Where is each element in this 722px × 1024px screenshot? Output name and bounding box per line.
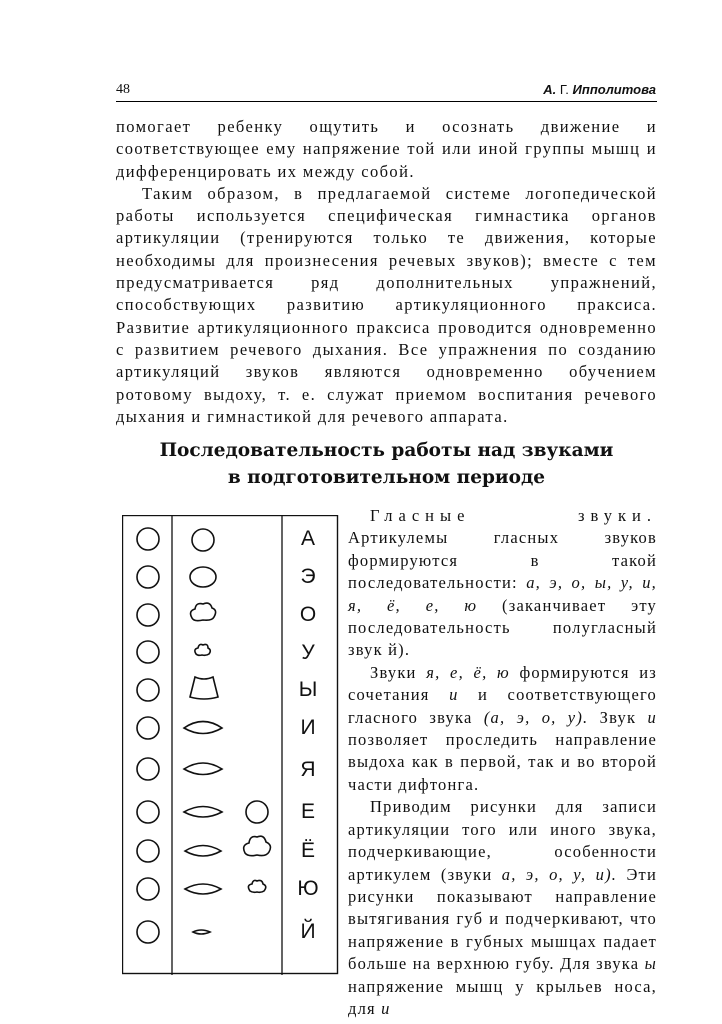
vowels-text: Звук — [588, 707, 648, 727]
open-mouth-circle-5 — [137, 679, 159, 701]
open-mouth-circle-7 — [137, 758, 159, 780]
lip-shape-yo — [185, 846, 221, 857]
vowel-letter-5: Ы — [298, 678, 318, 701]
second-part-shape-yu — [248, 880, 265, 892]
vowel-letter-9: Ё — [300, 839, 316, 862]
vowels-text: и соответствующего гласного звука — [348, 685, 657, 727]
lip-shape-e — [190, 567, 216, 587]
open-mouth-circle-6 — [137, 717, 159, 739]
vowels-italic: ы — [644, 954, 657, 974]
vowels-italic: (а, э, о, у). — [483, 707, 589, 727]
vowels-paragraph-2 — [348, 662, 657, 796]
vowels-italic: я, е, ё, ю — [426, 662, 510, 682]
intro-paragraph-2: Таким образом, в предлагаемой системе логопедической работы используется специфическая гимнастика органов артикуляции (тренируются только те движения, которые необходимы для произнесения речевых звуков); вместе с тем предусматривается ряд дополнительных упражнений, способствующих развитию артикуляционного праксиса. Развитие артикуляционного праксиса проводится одновременно с развитием речевого дыхания. Все упражнения по созданию артикуляций звуков являются одновременно обучением ротовому выдоху, т. е. служат приемом воспитания речевого дыхания и гимнастикой для речевого аппарата. — [116, 183, 657, 426]
lip-shape-u — [195, 644, 210, 655]
page-number: 48 — [116, 82, 130, 97]
vowel-letter-3: О — [299, 603, 317, 626]
running-header-author — [543, 82, 656, 97]
vowels-text: Эти рисунки показывают направление вытягивания губ и подчеркивают, что напряжение в губных мышцах падает больше на верхнюю губу. Для звука — [348, 864, 657, 974]
lip-shape-ye — [184, 807, 222, 818]
open-mouth-circle-9 — [137, 840, 159, 862]
articulation-figure — [122, 515, 339, 975]
header-rule — [116, 101, 657, 102]
vowel-letter-6: И — [300, 716, 316, 739]
vowels-italic: и — [381, 998, 391, 1018]
lip-shape-i — [184, 722, 222, 734]
vowel-letter-7: Я — [300, 758, 316, 781]
vowels-text: Звуки — [370, 662, 427, 682]
author-second-initial: Г. — [559, 82, 569, 97]
intro-paragraph-1: помогает ребенку ощутить и осознать движение и соответствующее ему напряжение той или иной группы мышц и дифференцировать их между собой. — [116, 117, 657, 181]
section-heading — [116, 437, 657, 491]
lip-shape-y-short — [193, 930, 210, 934]
vowel-letter-8: Е — [300, 800, 315, 823]
second-part-shape-yo — [244, 836, 271, 855]
vowels-italic: и — [449, 685, 459, 705]
section-heading-line-1: Последовательность работы над звуками — [159, 440, 614, 461]
vowels-text: Артикулемы гласных звуков формируются в такой последовательности: — [348, 528, 657, 593]
section-heading-line-2: в подготовительном периоде — [227, 467, 546, 488]
lip-shape-o — [191, 603, 216, 621]
vowels-text: напряжение мышц у крыльев носа, для — [348, 976, 657, 1018]
vowel-letter-2: Э — [300, 565, 316, 588]
open-mouth-circle-1 — [137, 528, 159, 550]
vowels-text: Приводим рисунки для записи артикуляции того или иного звука, подчеркивающие, особенности артикулем (звуки — [348, 797, 657, 884]
lip-shape-ya — [184, 763, 222, 775]
lip-shape-yu — [185, 884, 221, 894]
vowels-text: позволяет проследить направление выдоха как в первой, так и во второй части дифтонга. — [348, 730, 657, 794]
vowels-italic: а, э, о, у, и). — [501, 864, 618, 884]
vowels-text: формируются из сочетания — [348, 662, 658, 705]
vowels-italic: и — [647, 707, 657, 727]
open-mouth-circle-11 — [137, 921, 159, 943]
vowels-sequence: а, э, о, ы, у, и, я, ё, е, ю — [348, 573, 657, 615]
vowels-text: (заканчивает эту последовательность полугласный звук й). — [348, 595, 657, 660]
open-mouth-circle-2 — [137, 566, 159, 588]
lip-shape-a — [192, 529, 214, 551]
lip-shape-y — [190, 677, 218, 699]
author-initial: А. — [543, 82, 557, 97]
vowel-letter-11: Й — [300, 920, 316, 943]
open-mouth-circle-8 — [137, 801, 159, 823]
vowel-letter-10: Ю — [297, 877, 319, 900]
open-mouth-circle-3 — [137, 604, 159, 626]
open-mouth-circle-4 — [137, 641, 159, 663]
vowels-paragraph-1 — [348, 505, 657, 662]
author-surname: Ипполитова — [572, 82, 656, 97]
vowels-subheading: Гласные звуки. — [370, 506, 657, 525]
vowels-paragraph-3 — [348, 796, 657, 1020]
second-part-shape-ye — [246, 801, 268, 823]
vowels-text-column — [348, 505, 657, 1020]
intro-text — [116, 116, 657, 428]
vowel-letter-4: У — [301, 641, 315, 664]
vowel-letter-1: А — [300, 527, 315, 550]
open-mouth-circle-10 — [137, 878, 159, 900]
